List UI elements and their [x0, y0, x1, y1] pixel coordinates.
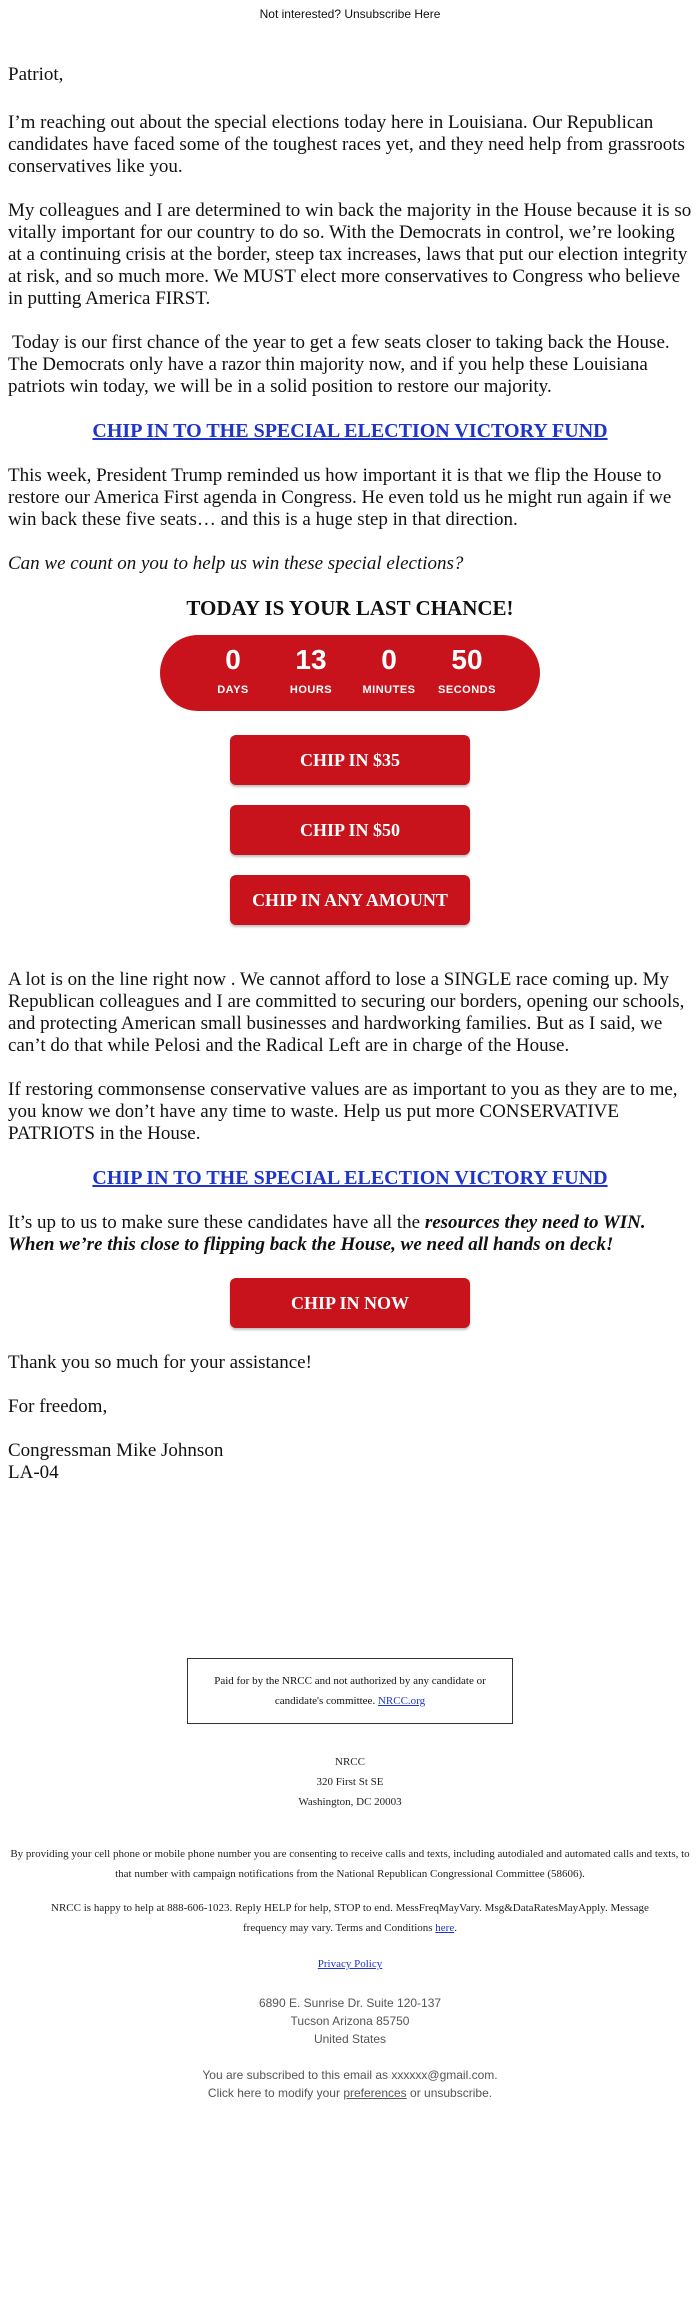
countdown-days-label: DAYS	[217, 684, 249, 696]
subscription-info	[0, 2066, 700, 2102]
paragraph-6: A lot is on the line right now . We cannot afford to lose a SINGLE race coming up. My Republican colleagues and I are committed to securing our borders, opening our schools, and protecting American small businesses and hardworking families. But as I said, we can’t do that while Pelosi and the Radical Left are in charge of the House.	[8, 969, 685, 1056]
victory-fund-link-2[interactable]: CHIP IN TO THE SPECIAL ELECTION VICTORY FUND	[92, 1167, 608, 1189]
chip-in-now-button[interactable]: CHIP IN NOW	[230, 1278, 470, 1328]
closing-text: For freedom,	[8, 1396, 108, 1417]
help-text-body: NRCC is happy to help at 888-606-1023. Reply HELP for help, STOP to end. MessFreqMayVary. Msg&DataRatesMayApply. Message frequency may vary. Terms and Conditions	[51, 1902, 649, 1934]
sms-consent-text: By providing your cell phone or mobile phone number you are consenting to receive calls and texts, including autodialed and automated calls and texts, to that number with campaign notifications from the National Republican Congressional Committee (58606).	[10, 1848, 690, 1880]
chip-in-any-amount-button[interactable]: CHIP IN ANY AMOUNT	[230, 875, 470, 925]
terms-link[interactable]: here	[435, 1922, 455, 1934]
sender-address-line-3: United States	[313, 2032, 387, 2046]
paragraph-3: Today is our first chance of the year to get a few seats closer to taking back the House. The Democrats only have a razor thin majority now, and if you help these Louisiana patriots win today, we will be in a solid position to restore our majority.	[8, 332, 670, 397]
paid-for-text: Paid for by the NRCC and not authorized by any candidate or candidate's committee.	[214, 1675, 486, 1707]
sender-address-line-2: Tucson Arizona 85750	[290, 2014, 410, 2028]
unsubscribe-link[interactable]: Not interested? Unsubscribe Here	[259, 7, 441, 21]
sender-address	[0, 1994, 700, 2048]
countdown-minutes	[357, 645, 421, 701]
paragraph-8-plain: It’s up to us to make sure these candidates have all the	[8, 1212, 425, 1233]
countdown-hours-label: HOURS	[289, 684, 333, 696]
chip-in-35-button[interactable]: CHIP IN $35	[230, 735, 470, 785]
countdown-minutes-value: 0	[381, 644, 397, 675]
countdown-hours-value: 13	[295, 644, 327, 675]
paragraph-7: If restoring commonsense conservative values are as important to you as they are to me, you know we don’t have any time to waste. Help us put more CONSERVATIVE PATRIOTS in the House.	[8, 1079, 678, 1144]
address-org: NRCC	[335, 1756, 365, 1768]
victory-fund-link-1[interactable]: CHIP IN TO THE SPECIAL ELECTION VICTORY FUND	[92, 420, 608, 442]
paid-for-box	[187, 1658, 513, 1724]
paragraph-2: My colleagues and I are determined to win back the majority in the House because it is so vitally important for our country to do so. With the Democrats in control, we’re looking at a continuing crisis at the border, steep tax increases, laws that put our election integrity at risk, and so much more. We MUST elect more conservatives to Congress who believe in putting America FIRST.	[8, 200, 692, 309]
address-city: Washington, DC 20003	[298, 1796, 402, 1808]
unsubscribe-bar	[0, 0, 700, 40]
countdown-days-value: 0	[225, 644, 241, 675]
paragraph-8	[8, 1212, 692, 1256]
privacy-policy-link[interactable]: Privacy Policy	[317, 1958, 383, 1970]
privacy-container	[0, 1954, 700, 1974]
address-street: 320 First St SE	[316, 1776, 384, 1788]
paragraph-8-emphasis: resources they need to WIN. When we’re this close to flipping back the House, we need all hands on deck!	[8, 1212, 646, 1255]
help-text: NRCC is happy to help at 888-606-1023. Reply HELP for help, STOP to end. MessFreqMayVary. Msg&DataRatesMayApply. Message frequency may vary. Terms and Conditions here.	[51, 1902, 649, 1934]
modify-post-text: or unsubscribe.	[410, 2086, 493, 2100]
deadline-heading: TODAY IS YOUR LAST CHANCE!	[186, 596, 514, 620]
countdown-seconds	[435, 645, 499, 701]
preferences-link[interactable]: preferences	[343, 2086, 407, 2100]
thanks-text: Thank you so much for your assistance!	[8, 1352, 312, 1373]
subscribed-text: You are subscribed to this email as xxxxxx@gmail.com.	[202, 2068, 498, 2082]
countdown-timer	[160, 635, 540, 711]
victory-fund-link-container-2	[8, 1167, 692, 1190]
paragraph-1: I’m reaching out about the special elections today here in Louisiana. Our Republican candidates have faced some of the toughest races yet, and they need help from grassroots conservatives like you.	[8, 112, 685, 177]
countdown-minutes-label: MINUTES	[362, 684, 416, 696]
greeting: Patriot,	[8, 64, 64, 85]
countdown-seconds-label: SECONDS	[438, 684, 496, 696]
nrcc-link[interactable]: NRCC.org	[377, 1695, 426, 1707]
email-body	[0, 64, 700, 1484]
footer	[0, 1658, 700, 2102]
countdown-days	[201, 645, 265, 701]
modify-pre-text: Click here to modify your	[207, 2086, 340, 2100]
chip-in-50-button[interactable]: CHIP IN $50	[230, 805, 470, 855]
signer-district: LA-04	[8, 1462, 59, 1483]
countdown-seconds-value: 50	[451, 644, 483, 675]
modify-preferences-line	[0, 2084, 700, 2102]
countdown-hours	[279, 645, 343, 701]
sender-address-line-1: 6890 E. Sunrise Dr. Suite 120-137	[258, 1996, 442, 2010]
paragraph-5: Can we count on you to help us win these special elections?	[8, 553, 464, 574]
nrcc-address	[0, 1752, 700, 1812]
signer-name: Congressman Mike Johnson	[8, 1440, 224, 1461]
paragraph-4: This week, President Trump reminded us how important it is that we flip the House to restore our America First agenda in Congress. He even told us he might run again if we win back these five seats… and this is a huge step in that direction.	[8, 465, 672, 530]
victory-fund-link-container-1	[8, 420, 692, 443]
